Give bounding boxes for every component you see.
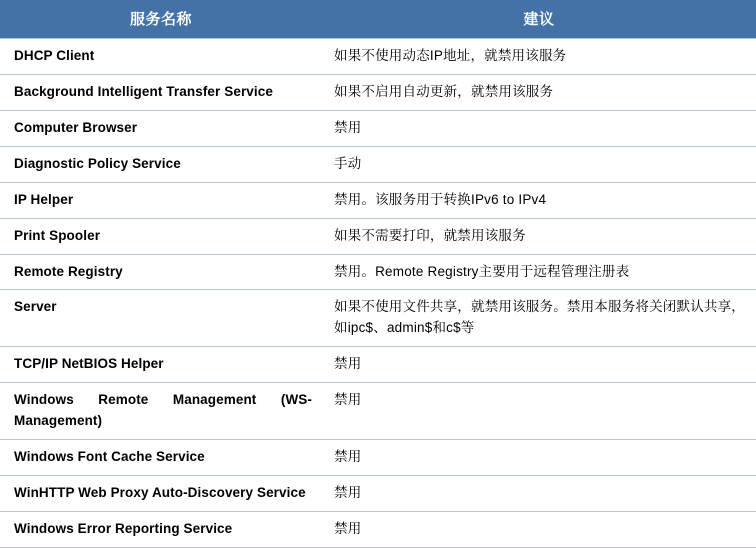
cell-service-name: Remote Registry	[0, 254, 322, 290]
table-row	[0, 347, 756, 383]
cell-advice: 禁用	[322, 110, 756, 146]
table-body	[0, 39, 756, 548]
cell-advice: 禁用	[322, 511, 756, 547]
table-row	[0, 146, 756, 182]
table-row	[0, 74, 756, 110]
cell-service-name: WinHTTP Web Proxy Auto-Discovery Service	[0, 475, 322, 511]
table-row	[0, 182, 756, 218]
table-row	[0, 254, 756, 290]
cell-service-name: Background Intelligent Transfer Service	[0, 74, 322, 110]
table-row	[0, 290, 756, 347]
table-row	[0, 475, 756, 511]
cell-service-name: Windows Error Reporting Service	[0, 511, 322, 547]
cell-advice: 禁用。该服务用于转换IPv6 to IPv4	[322, 182, 756, 218]
cell-service-name: TCP/IP NetBIOS Helper	[0, 347, 322, 383]
table-row	[0, 218, 756, 254]
cell-advice: 如果不需要打印，就禁用该服务	[322, 218, 756, 254]
cell-advice: 如果不启用自动更新，就禁用该服务	[322, 74, 756, 110]
table-row	[0, 440, 756, 476]
cell-advice: 禁用	[322, 347, 756, 383]
cell-service-name: Windows Remote Management (WS-Management)	[0, 383, 322, 440]
cell-advice: 手动	[322, 146, 756, 182]
column-header-service-name: 服务名称	[0, 0, 322, 39]
column-header-advice: 建议	[322, 0, 756, 39]
cell-service-name: Windows Font Cache Service	[0, 440, 322, 476]
cell-service-name: Server	[0, 290, 322, 347]
table-row	[0, 383, 756, 440]
cell-service-name: Diagnostic Policy Service	[0, 146, 322, 182]
cell-advice: 禁用	[322, 383, 756, 440]
table-row	[0, 39, 756, 75]
cell-service-name: DHCP Client	[0, 39, 322, 75]
cell-advice: 如果不使用动态IP地址，就禁用该服务	[322, 39, 756, 75]
table-header-row	[0, 0, 756, 39]
cell-service-name: IP Helper	[0, 182, 322, 218]
cell-advice: 禁用	[322, 475, 756, 511]
cell-advice: 如果不使用文件共享，就禁用该服务。禁用本服务将关闭默认共享，如ipc$、admin$和c$等	[322, 290, 756, 347]
table-header	[0, 0, 756, 39]
cell-advice: 禁用	[322, 440, 756, 476]
table-row	[0, 110, 756, 146]
cell-service-name: Print Spooler	[0, 218, 322, 254]
cell-advice: 禁用。Remote Registry主要用于远程管理注册表	[322, 254, 756, 290]
table-row	[0, 511, 756, 547]
cell-service-name: Computer Browser	[0, 110, 322, 146]
